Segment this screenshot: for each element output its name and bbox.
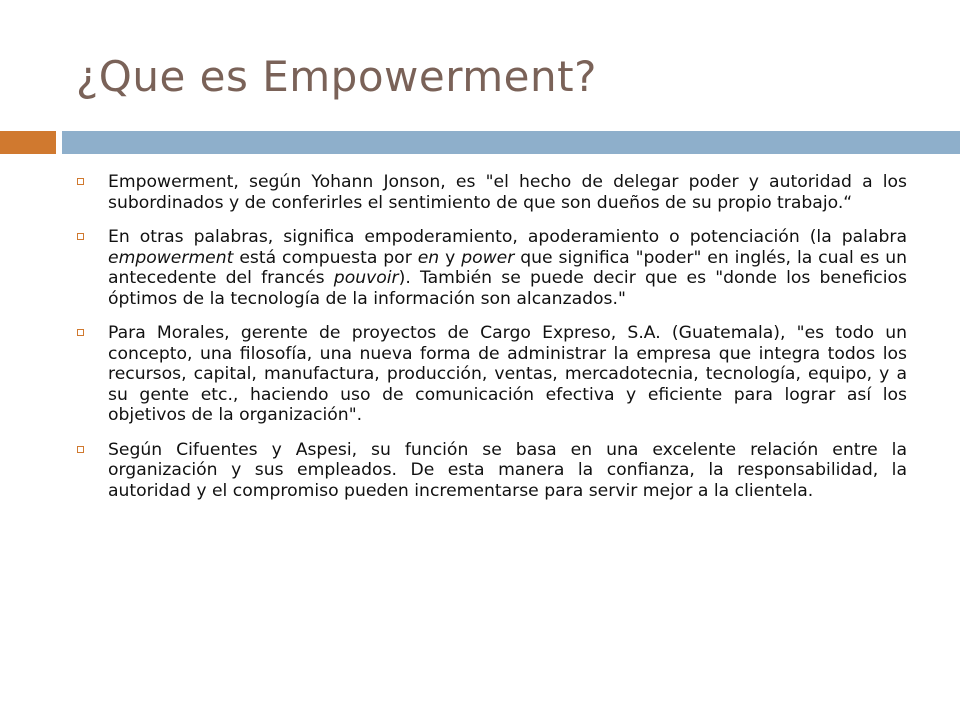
italic-term: power xyxy=(461,247,515,268)
italic-term: en xyxy=(417,247,440,268)
title-accent-bar xyxy=(0,131,56,154)
square-bullet-icon xyxy=(77,329,84,336)
bullet-text: y xyxy=(439,247,462,268)
title-underline-bar xyxy=(62,131,960,154)
italic-term: pouvoir xyxy=(333,268,399,288)
slide-title: ¿Que es Empowerment? xyxy=(76,52,597,101)
bullet-text: ). También se puede decir que es "donde los beneficios óptimos de la tecnología de la información son alcanzados." xyxy=(108,268,907,309)
bullet-text: Empowerment, según Yohann Jonson, es "el hecho de delegar poder y autoridad a los subordinados y de conferirles el sentimiento de que son dueños de su propio trabajo.“ xyxy=(108,172,907,213)
bullet-list xyxy=(72,172,907,515)
square-bullet-icon xyxy=(77,233,84,240)
bullet-item-cifuentes xyxy=(72,440,907,502)
bullet-item-definition xyxy=(72,172,907,213)
bullet-text: En otras palabras, significa empoderamiento, apoderamiento o potenciación (la palabra xyxy=(108,227,907,247)
bullet-text: Para Morales, gerente de proyectos de Cargo Expreso, S.A. (Guatemala), "es todo un concepto, una filosofía, una nueva forma de administrar la empresa que integra todos los recursos, capital, manufactura, producción, ventas, mercadotecnia, tecnología, equipo, y a su gente etc., haciendo uso de comunicación efectiva y eficiente para lograr así los objetivos de la organización". xyxy=(108,323,907,425)
italic-term: empowerment xyxy=(108,247,234,268)
square-bullet-icon xyxy=(77,178,84,185)
square-bullet-icon xyxy=(77,446,84,453)
bullet-item-morales xyxy=(72,323,907,426)
bullet-item-etymology xyxy=(72,227,907,309)
bullet-text: que significa "poder" en inglés, la cual es un antecedente del francés xyxy=(108,247,907,288)
bullet-text: está compuesta por xyxy=(233,247,418,268)
bullet-text: Según Cifuentes y Aspesi, su función se basa en una excelente relación entre la organización y sus empleados. De esta manera la confianza, la responsabilidad, la autoridad y el compromiso pueden incrementarse para servir mejor a la clientela. xyxy=(108,439,907,501)
